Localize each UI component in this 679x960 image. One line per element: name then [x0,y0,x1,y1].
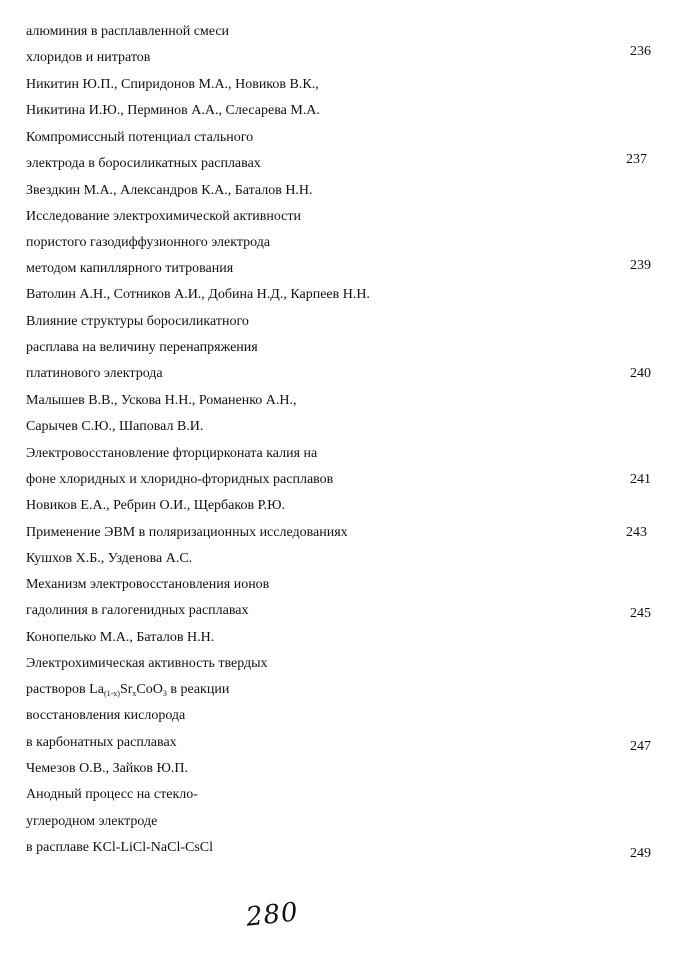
toc-authors: Конопелько М.А., Баталов Н.Н. [26,630,215,645]
toc-title: Компромиссный потенциал стального [26,130,254,145]
toc-title: электрода в боросиликатных расплавах [26,156,261,171]
toc-title: в расплаве KCl-LiCl-NaCl-CsCl [26,840,214,855]
toc-authors: Малышев В.В., Ускова Н.Н., Романенко А.Н., [26,393,297,408]
toc-title: гадолиния в галогенидных расплавах [26,603,249,618]
toc-title: Влияние структуры боросиликатного [26,314,249,329]
toc-authors: Кушхов Х.Б., Узденова А.С. [26,551,193,566]
formula-sub: 3 [162,689,167,698]
toc-title: платинового электрода [26,366,163,381]
toc-title: восстановления кислорода [26,708,186,723]
toc-authors: Ватолин А.Н., Сотников А.И., Добина Н.Д., Карпеев Н.Н. [26,287,370,302]
formula-part: Sr [119,682,133,697]
toc-authors: Никитина И.Ю., Перминов А.А., Слесарева М.А. [26,103,320,118]
toc-title-formula [26,682,229,698]
formula-part: CoO [136,682,163,697]
toc-page-number: 249 [630,846,651,861]
toc-title: Исследование электрохимической активности [26,209,301,224]
toc-title: в карбонатных расплавах [26,735,177,750]
formula-sub: (1-x) [103,689,120,698]
toc-authors: Чемезов О.В., Зайков Ю.П. [26,761,188,776]
toc-title: Применение ЭВМ в поляризационных исследованиях [26,525,348,540]
toc-title: Механизм электровосстановления ионов [26,577,270,592]
toc-line: хлоридов и нитратов [26,50,151,65]
formula-sub: x [132,689,137,698]
formula-prefix: растворов La [26,682,104,697]
toc-page-number: 237 [626,152,647,167]
toc-page-number: 236 [630,44,651,59]
toc-page-number: 245 [630,606,651,621]
toc-title: Анодный процесс на стекло- [26,787,198,802]
toc-page-number: 240 [630,366,651,381]
toc-page-number: 247 [630,739,651,754]
toc-title: методом капиллярного титрования [26,261,234,276]
toc-line: алюминия в расплавленной смеси [26,24,230,39]
toc-title: расплава на величину перенапряжения [26,340,258,355]
toc-authors: Звездкин М.А., Александров К.А., Баталов Н.Н. [26,183,313,198]
toc-page-number: 243 [626,525,647,540]
toc-authors: Сарычев С.Ю., Шаповал В.И. [26,419,204,434]
toc-title: фоне хлоридных и хлоридно-фторидных расплавов [26,472,334,487]
toc-page-number: 239 [630,258,651,273]
toc-title: Электровосстановление фторцирконата калия на [26,446,318,461]
handwritten-page-number: 280 [244,897,301,933]
toc-title: пористого газодиффузионного электрода [26,235,271,250]
toc-title: Электрохимическая активность твердых [26,656,268,671]
toc-authors: Новиков Е.А., Ребрин О.И., Щербаков Р.Ю. [26,498,286,513]
formula-suffix: в реакции [166,682,230,697]
toc-title: углеродном электроде [26,814,158,829]
toc-authors: Никитин Ю.П., Спиридонов М.А., Новиков В.К., [26,77,319,92]
toc-page-number: 241 [630,472,651,487]
